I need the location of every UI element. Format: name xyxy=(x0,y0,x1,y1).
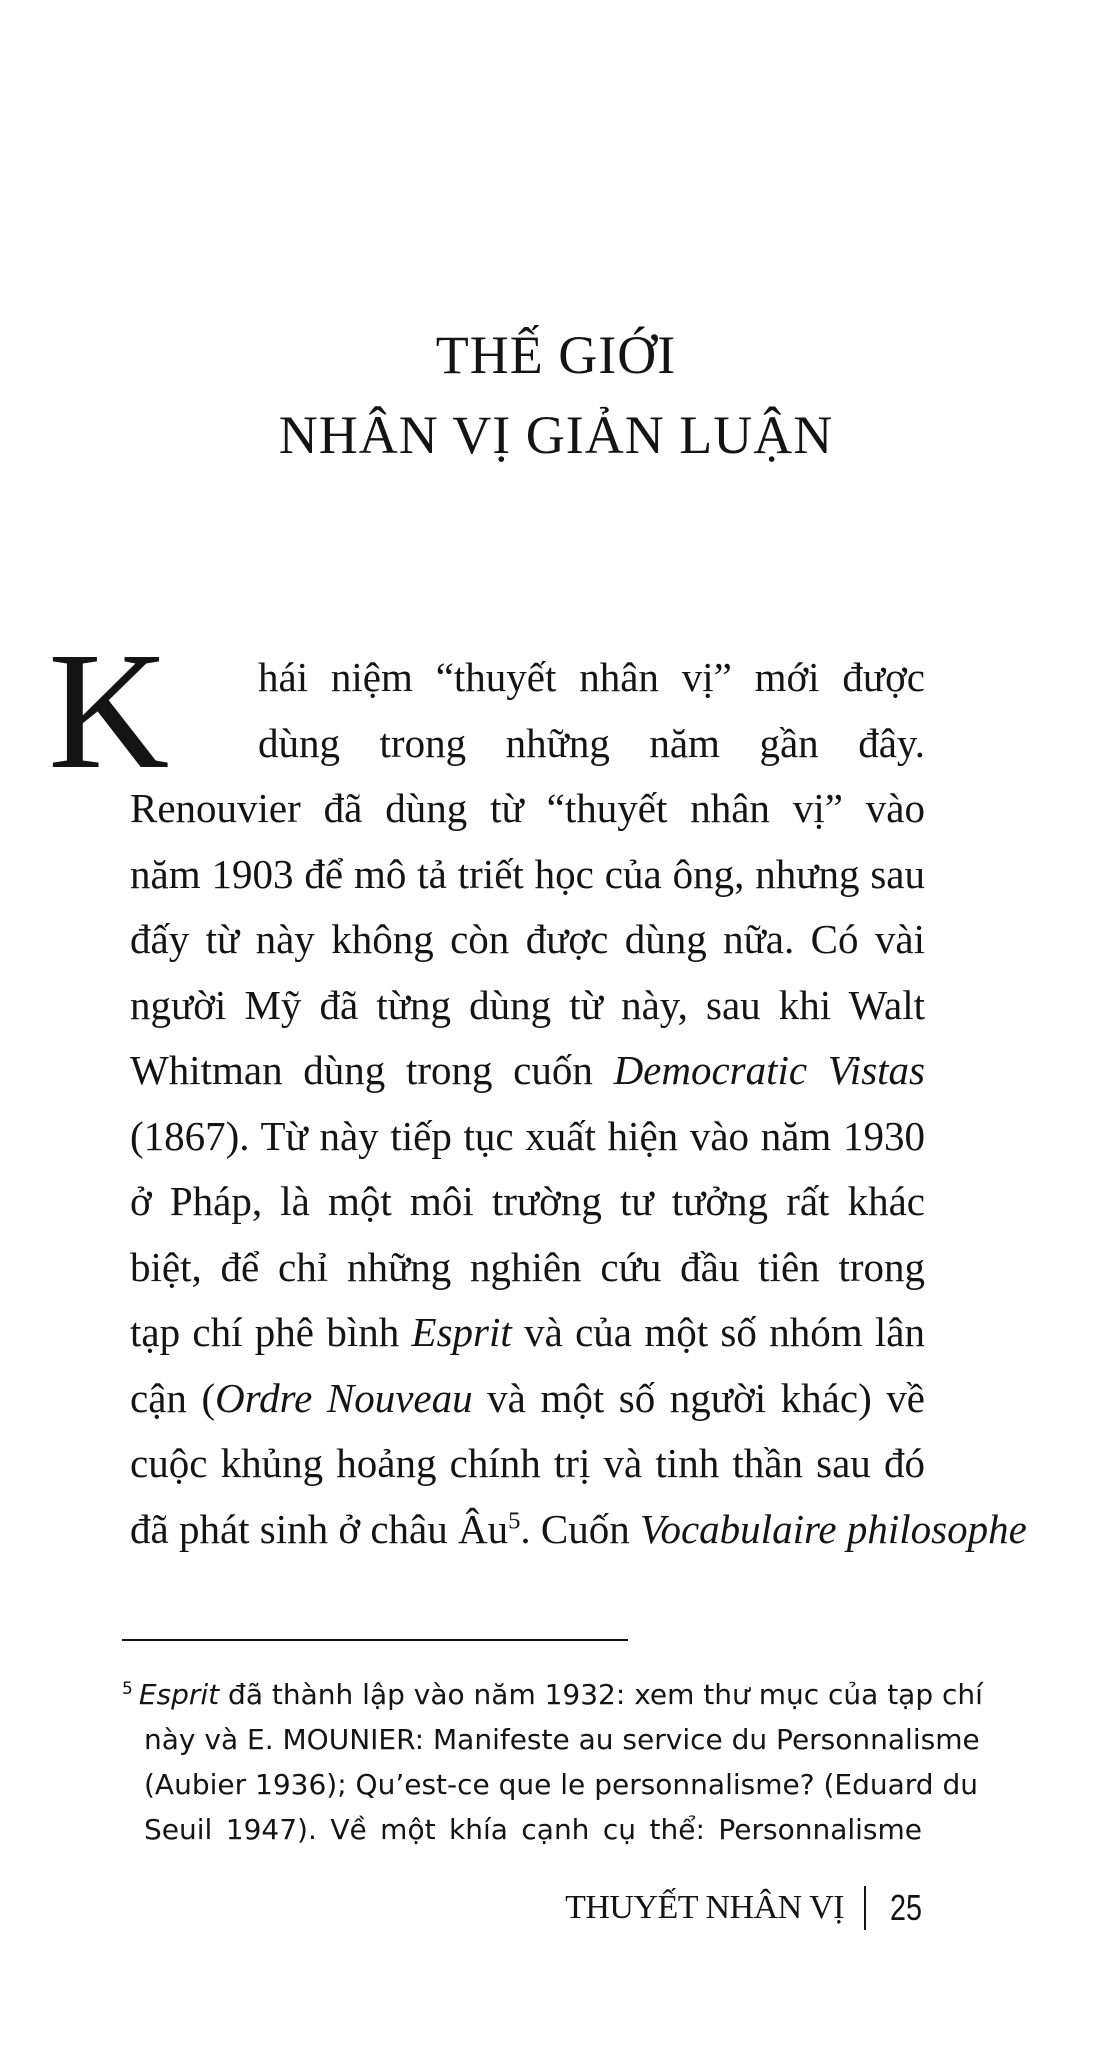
page-number: 25 xyxy=(889,1887,922,1928)
body-line xyxy=(130,711,925,777)
italic-title: Esprit xyxy=(138,1678,220,1711)
running-title: THUYẾT NHÂN VỊ xyxy=(565,1889,844,1926)
italic-title: Vocabulaire philosophe xyxy=(639,1505,1027,1552)
text-run: dùng trong những năm gần đây. xyxy=(258,719,925,766)
body-line xyxy=(130,645,925,711)
text-run: hái niệm “thuyết nhân vị” mới được xyxy=(258,654,925,700)
drop-cap: K xyxy=(48,618,170,804)
body-line xyxy=(130,1235,925,1301)
chapter-title-line-1: THẾ GIỚI xyxy=(435,325,677,385)
running-footer xyxy=(565,1878,926,1938)
footer-separator xyxy=(864,1886,866,1930)
text-run: Whitman dùng trong cuốn xyxy=(130,1047,614,1093)
body-line xyxy=(130,776,925,842)
footnote-line xyxy=(122,1672,983,1717)
body-line xyxy=(130,1038,925,1104)
footnote-reference[interactable]: 5 xyxy=(508,1506,521,1534)
text-run: cận ( xyxy=(130,1374,216,1421)
body-line xyxy=(130,1169,925,1235)
text-run: đã phát sinh ở châu Âu xyxy=(130,1505,509,1552)
text-run: ở Pháp, là một môi trường tư tưởng rất khác xyxy=(130,1178,925,1224)
text-run: và một số người khác) về xyxy=(472,1374,925,1421)
text-run: . Cuốn xyxy=(520,1505,640,1552)
italic-title: Ordre Nouveau xyxy=(215,1374,473,1421)
text-run: tạp chí phê bình xyxy=(130,1309,412,1355)
body-line xyxy=(130,842,925,908)
body-paragraph xyxy=(130,645,1027,1562)
text-run: năm 1903 để mô tả triết học của ông, nhưng sau xyxy=(130,850,925,897)
footnote-line xyxy=(122,1762,978,1807)
body-line xyxy=(130,973,925,1039)
text-run: (1867). Từ này tiếp tục xuất hiện vào năm 1930 xyxy=(130,1112,925,1159)
text-run: này và E. MOUNIER: Manifeste au service du Personnalisme xyxy=(144,1723,980,1756)
italic-title: Esprit xyxy=(411,1309,512,1355)
text-run: và của một số nhóm lân xyxy=(511,1309,925,1355)
body-line xyxy=(130,1104,925,1170)
body-line xyxy=(130,1431,925,1497)
footnote-mark: 5 xyxy=(122,1678,133,1699)
text-run: đấy từ này không còn được dùng nữa. Có vài xyxy=(130,916,925,962)
body-line xyxy=(130,907,925,973)
text-run: (Aubier 1936); Qu’est-ce que le personnalisme? (Eduard du xyxy=(144,1768,978,1801)
footnote xyxy=(122,1672,983,1852)
text-run: cuộc khủng hoảng chính trị và tinh thần sau đó xyxy=(130,1440,925,1486)
text-run: Seuil 1947). Về một khía cạnh cụ thể: Personnalisme xyxy=(144,1813,922,1846)
text-run: người Mỹ đã từng dùng từ này, sau khi Walt xyxy=(130,981,925,1028)
text-run: Renouvier đã dùng từ “thuyết nhân vị” vào xyxy=(130,785,925,831)
body-line xyxy=(130,1300,925,1366)
footnote-line xyxy=(122,1807,922,1852)
footnote-line xyxy=(122,1717,980,1762)
italic-title: Democratic Vistas xyxy=(613,1047,925,1093)
body-line xyxy=(130,1497,1027,1563)
chapter-title-line-2: NHÂN VỊ GIẢN LUẬN xyxy=(278,405,834,465)
chapter-title xyxy=(0,315,1112,475)
text-run: biệt, để chỉ những nghiên cứu đầu tiên trong xyxy=(130,1243,925,1290)
body-line xyxy=(130,1366,925,1432)
footnote-divider xyxy=(122,1639,628,1641)
text-run: đã thành lập vào năm 1932: xem thư mục của tạp chí xyxy=(219,1678,983,1711)
